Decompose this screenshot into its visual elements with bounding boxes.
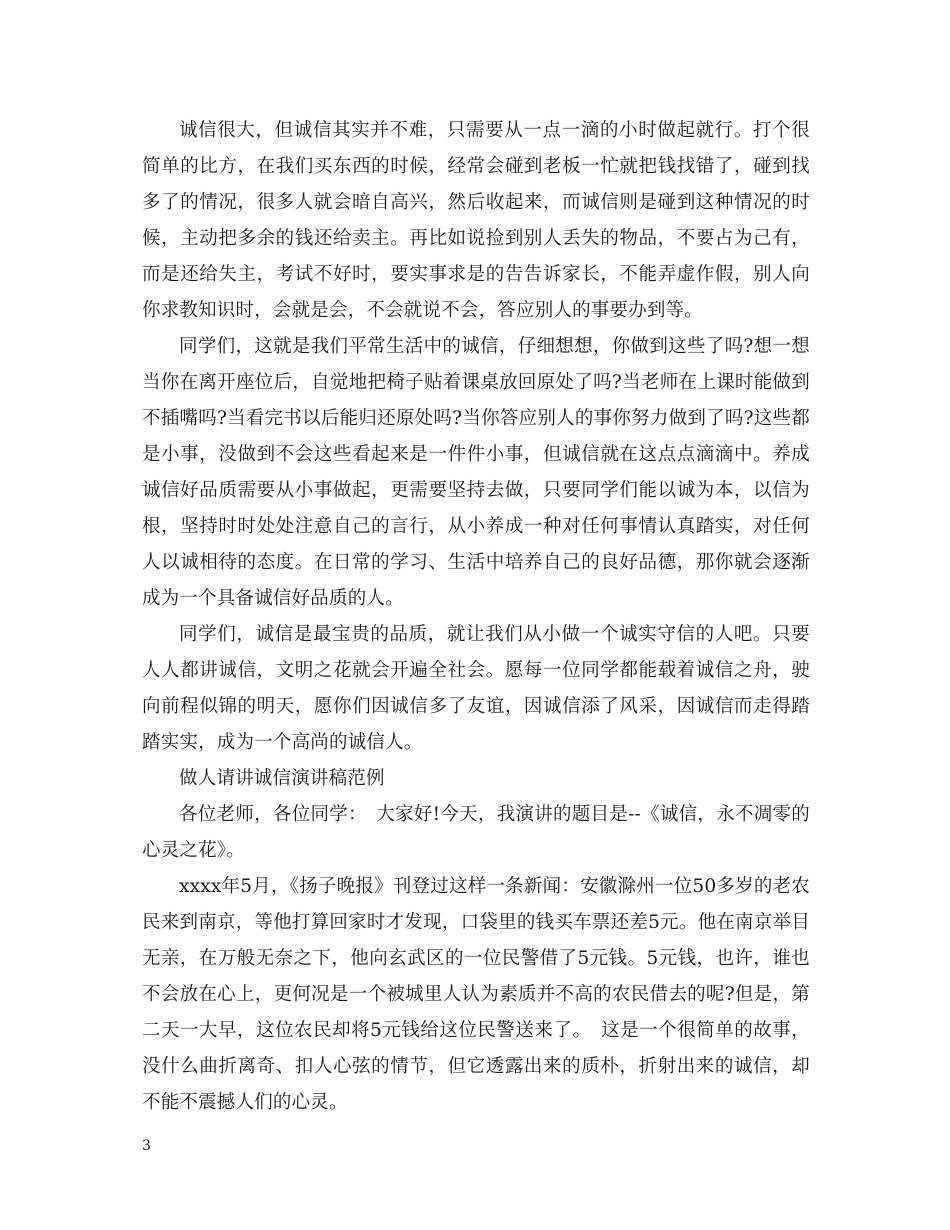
- page-number: 3: [142, 1138, 151, 1154]
- paragraph-1: 诚信很大，但诚信其实并不难，只需要从一点一滴的小时做起就行。打个很简单的比方，在我们买东西的时候，经常会碰到老板一忙就把钱找错了，碰到找多了的情况，很多人就会暗自高兴，然后收起来，而诚信则是碰到这种情况的时候，主动把多余的钱还给卖主。再比如说捡到别人丢失的物品，不要占为己有，而是还给失主，考试不好时，要实事求是的告告诉家长，不能弄虚作假，别人向你求教知识时，会就是会，不会就说不会，答应别人的事要办到等。: [142, 120, 810, 321]
- paragraph-3: 同学们，诚信是最宝贵的品质，就让我们从小做一个诚实守信的人吧。只要人人都讲诚信，文明之花就会开遍全社会。愿每一位同学都能载着诚信之舟，驶向前程似锦的明天，愿你们因诚信多了友谊，因诚信添了风采，因诚信而走得踏踏实实，成为一个高尚的诚信人。: [142, 624, 810, 753]
- paragraph-2: 同学们，这就是我们平常生活中的诚信，仔细想想，你做到这些了吗?想一想当你在离开座位后，自觉地把椅子贴着课桌放回原处了吗?当老师在上课时能做到不插嘴吗?当看完书以后能归还原处吗?当你答应别人的事你努力做到了吗?这些都是小事，没做到不会这些看起来是一件件小事，但诚信就在这点点滴滴中。养成诚信好品质需要从小事做起，更需要坚持去做，只要同学们能以诚为本，以信为根，坚持时时处处注意自己的言行，从小养成一种对任何事情认真踏实，对任何人以诚相待的态度。在日常的学习、生活中培养自己的良好品德，那你就会逐渐成为一个具备诚信好品质的人。: [142, 336, 810, 609]
- paragraph-story: xxxx年5月，《扬子晚报》刊登过这样一条新闻：安徽滁州一位50多岁的老农民来到南京，等他打算回家时才发现，口袋里的钱买车票还差5元。他在南京举目无亲，在万般无奈之下，他向玄武区的一位民警借了5元钱。5元钱，也许，谁也不会放在心上，更何况是一个被城里人认为素质并不高的农民借去的呢?但是，第二天一大早，这位农民却将5元钱给这位民警送来了。 这是一个很简单的故事，没什么曲折离奇、扣人心弦的情节，但它透露出来的质朴，折射出来的诚信，却不能不震撼人们的心灵。: [142, 876, 810, 1113]
- section-heading: 做人请讲诚信演讲稿范例: [179, 768, 385, 789]
- document-body: [142, 113, 810, 1121]
- paragraph-greeting: 各位老师，各位同学： 大家好!今天，我演讲的题目是--《诚信，永不凋零的心灵之花》。: [142, 804, 810, 861]
